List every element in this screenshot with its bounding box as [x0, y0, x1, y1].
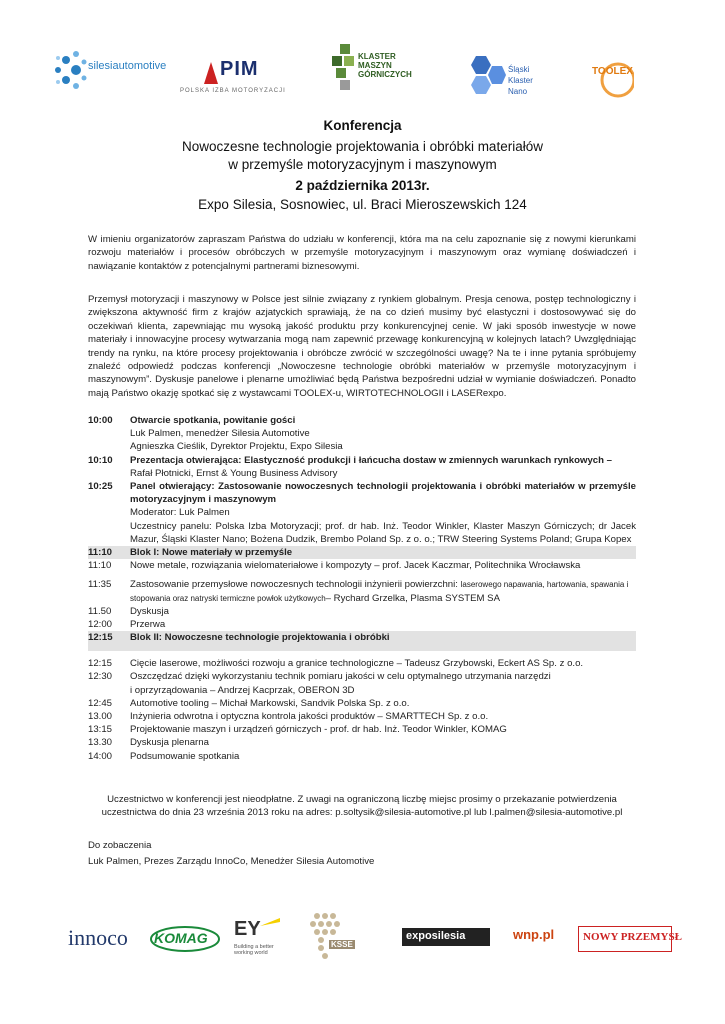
- agenda-block-header: [88, 631, 636, 651]
- agenda-item: [88, 480, 636, 546]
- agenda-speaker: Luk Palmen, menedżer Silesia Automotive: [130, 428, 310, 440]
- signature: Luk Palmen, Prezes Zarządu InnoCo, Menedżer Silesia Automotive: [88, 856, 375, 867]
- agenda-item: [88, 657, 636, 670]
- klaster-maszyn-logo: [332, 44, 416, 100]
- agenda-item: [88, 578, 636, 604]
- agenda-text: Inżynieria odwrotna i optyczna kontrola jakości produktów – SMARTTECH Sp. z o.o.: [130, 711, 489, 723]
- conference-date: 2 października 2013r.: [295, 178, 430, 193]
- conference-subtitle: [0, 138, 725, 174]
- agenda-moderator: Moderator: Luk Palmen: [130, 507, 230, 519]
- agenda-text: Podsumowanie spotkania: [130, 750, 240, 762]
- agenda-item: [88, 559, 636, 572]
- agenda-item: [88, 605, 636, 618]
- agenda-time: 10:10: [88, 454, 113, 466]
- agenda-time: 10:00: [88, 415, 113, 426]
- komag-logo-text: KOMAG: [154, 930, 208, 946]
- agenda-text: Automotive tooling – Michał Markowski, Sandvik Polska Sp. z o.o.: [130, 697, 410, 709]
- agenda-time: 12:00: [88, 619, 113, 631]
- nowy-przemysl-logo-text: NOWY PRZEMYSŁ: [583, 931, 682, 943]
- agenda-item: [88, 454, 636, 480]
- ey-tagline: Building a better working world: [234, 944, 274, 956]
- agenda-item: [88, 750, 636, 763]
- agenda-text: Cięcie laserowe, możliwości rozwoju a granice technologiczne – Tadeusz Grzybowski, Eckert AS Sp. z o.o.: [130, 658, 584, 670]
- nowy-przemysl-logo: [578, 926, 682, 952]
- agenda-title: Panel otwierający: Zastosowanie nowoczesnych technologii projektowania i obróbki materiałów w przemyśle motoryzacyjnym i maszynowym: [130, 481, 636, 506]
- agenda-item: [88, 414, 636, 454]
- agenda-text: Nowe metale, rozwiązania wielomateriałowe i kompozyty – prof. Jacek Kaczmar, Politechnika Wrocławska: [130, 560, 581, 572]
- pim-logo: [180, 58, 292, 98]
- agenda-time: 13.00: [88, 711, 113, 723]
- silesia-logo-text: silesiautomotive: [88, 60, 167, 72]
- silesia-dots-icon: [52, 46, 88, 94]
- agenda-block-title: Blok I: Nowe materiały w przemyśle: [130, 547, 293, 559]
- agenda: [88, 414, 636, 763]
- agenda-text-tail: – Rychard Grzelka, Plasma SYSTEM SA: [325, 592, 500, 604]
- ey-logo: [234, 918, 290, 962]
- agenda-item: [88, 736, 636, 749]
- agenda-text: Dyskusja plenarna: [130, 737, 209, 749]
- agenda-time: 12:30: [88, 671, 113, 683]
- agenda-time: 12:45: [88, 697, 113, 709]
- pim-mark-icon: [202, 60, 220, 86]
- agenda-time: 12:15: [88, 632, 113, 644]
- agenda-block-header: [88, 546, 636, 559]
- ksse-logo: [303, 910, 381, 970]
- innoco-logo: innoco: [68, 925, 128, 950]
- agenda-time: 13.30: [88, 737, 113, 749]
- agenda-item: [88, 618, 636, 631]
- toolex-logo-text: TOOLEX: [592, 66, 633, 77]
- slaski-klaster-nano-logo: [464, 54, 552, 100]
- agenda-item: [88, 723, 636, 736]
- agenda-text: Zastosowanie przemysłowe nowoczesnych technologii inżynierii powierzchni:: [130, 579, 458, 591]
- nano-hexagons-icon: [464, 54, 506, 100]
- conference-label: Konferencja: [323, 118, 402, 133]
- agenda-text: i oprzyrządowania – Andrzej Kacprzak, OBERON 3D: [130, 684, 355, 696]
- agenda-speaker: Agnieszka Cieślik, Dyrektor Projektu, Expo Silesia: [130, 441, 343, 453]
- subtitle-line-2: w przemyśle motoryzacyjnym i maszynowym: [228, 157, 497, 172]
- exposilesia-logo-text: exposilesia: [406, 930, 466, 942]
- komag-logo: [150, 926, 220, 952]
- toolex-logo: [588, 60, 634, 100]
- pim-logo-subtext: POLSKA IZBA MOTORYZACJI: [180, 88, 286, 94]
- agenda-item: [88, 697, 636, 710]
- exposilesia-logo: [402, 928, 490, 946]
- agenda-time: 10:25: [88, 481, 113, 493]
- conference-venue: Expo Silesia, Sosnowiec, ul. Braci Mieroszewskich 124: [198, 197, 527, 212]
- ey-logo-text: EY: [234, 918, 261, 940]
- agenda-time: 11:10: [88, 547, 113, 559]
- klaster-logo-text: KLASTER MASZYN GÓRNICZYCH: [358, 52, 412, 79]
- ksse-logo-text: KSSE: [331, 940, 353, 949]
- agenda-text: Przerwa: [130, 619, 166, 631]
- agenda-time: 14:00: [88, 750, 113, 762]
- agenda-title: Otwarcie spotkania, powitanie gości: [130, 415, 296, 426]
- agenda-time: 13:15: [88, 724, 113, 736]
- agenda-item: [88, 710, 636, 723]
- agenda-time: 11.50: [88, 605, 112, 617]
- intro-paragraph-2: Przemysł motoryzacji i maszynowy w Polsce jest silnie związany z rynkiem globalnym. Presja cenowa, postęp technologiczny i zwiększona aktywność firm z krajów azjatyckich sprawiają, że na co dzień musimy być elastyczni i dostosowywać się do oczekiwań klienta, zapewniając mu wysoką jakość produktu przy konkurencyjnej cenie. W jaki sposób inwestycje w nowe materiały i innowacyjne procesy wytwarzania mogą nam zapewnić przewagę konkurencyjną w kolejnych latach? Uwzględniając trendy na rynku, na które procesy projektowania i obróbcze zwrócić w szczególności uwagę? Na te i inne pytania spróbujemy znaleźć odpowiedź podczas konferencji „Nowoczesne technologie obróbki materiałów w przemyśle motoryzacyjnym i maszynowym”. Dyskusje panelowe i plenarne umożliwiać będą Państwa bezpośredni udział w wymianie doświadczeń. Ponadto mają Państwo okazję spotkać się z wystawcami TOOLEX-u, WIRTOTECHNOLOGII i LASERexpo.: [88, 294, 636, 399]
- agenda-text-small: laserowego napawania, hartowania, spawania i stopowania oraz natryski termiczne powłok użytkowych: [130, 580, 629, 603]
- nano-logo-text: Śląski Klaster Nano: [508, 65, 533, 96]
- participation-note: Uczestnictwo w konferencji jest nieodpłatne. Z uwagi na ograniczoną liczbę miejsc prosimy o przekazanie potwierdzenia uczestnictwa do dnia 23 września 2013 roku na adres: p.soltysik@silesia-automotive.pl lub l.palmen@silesia-automotive.pl: [101, 794, 623, 819]
- wnp-logo-text: wnp.pl: [513, 927, 555, 942]
- ey-beam-icon: [260, 918, 280, 928]
- subtitle-line-1: Nowoczesne technologie projektowania i obróbki materiałów: [182, 139, 543, 154]
- agenda-speaker: Rafał Płotnicki, Ernst & Young Business Advisory: [130, 467, 338, 479]
- agenda-time: 11:35: [88, 579, 112, 591]
- agenda-block-title: Blok II: Nowoczesne technologie projektowania i obróbki: [130, 632, 390, 644]
- agenda-text: Projektowanie maszyn i urządzeń górniczych - prof. dr hab. Inż. Teodor Winkler, KOMAG: [130, 724, 507, 736]
- agenda-time: 11:10: [88, 560, 112, 572]
- agenda-text: Oszczędzać dzięki wykorzystaniu technik pomiaru jakości w celu optymalnego utrzymania narzędzi: [130, 671, 551, 683]
- pim-logo-text: PIM: [220, 58, 259, 80]
- agenda-panelists: Uczestnicy panelu: Polska Izba Motoryzacji; prof. dr hab. Inż. Teodor Winkler, Klaster Maszyn Górniczych; dr Jacek Mazur, Śląski Klaster Nano; Bożena Dudzik, Brembo Poland Sp. z o. o.; TRW Steering Systems Poland; Grupa Kopex: [130, 520, 636, 545]
- intro-paragraph-1: W imieniu organizatorów zapraszam Państwa do udziału w konferencji, która ma na celu zapoznanie się z nowymi kierunkami rozwoju materiałów i procesów obróbczych w przemyśle motoryzacyjnym i maszynowym oraz wymianę doświadczeń i nawiązanie kontaktów z potencjalnymi partnerami biznesowymi.: [88, 234, 636, 272]
- agenda-text: Dyskusja: [130, 605, 169, 617]
- closing-greeting: Do zobaczenia: [88, 840, 152, 851]
- agenda-item: [88, 670, 636, 696]
- agenda-title: Prezentacja otwierająca: Elastyczność produkcji i łańcucha dostaw w zmiennych warunkach rynkowych –: [130, 454, 612, 466]
- agenda-time: 12:15: [88, 658, 113, 670]
- wnp-logo: [511, 926, 569, 946]
- klaster-cubes-icon: [332, 44, 358, 100]
- silesia-automotive-logo: [52, 46, 177, 94]
